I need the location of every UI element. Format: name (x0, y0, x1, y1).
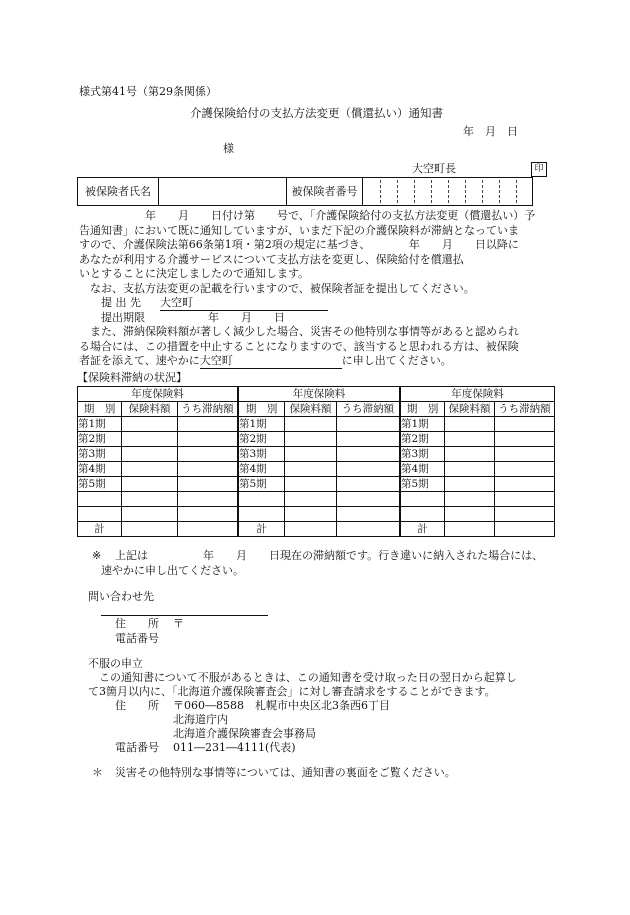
issue-date: 年 月 日 (463, 125, 518, 138)
arrears-table-3 (400, 386, 555, 537)
insured-info-box (77, 177, 533, 206)
col-period: 期 別 (78, 402, 122, 417)
arrears-cell[interactable] (177, 447, 237, 462)
body-line-1: 年 月 日付け第 号で、「介護保険給付の支払方法変更（償還払い）予 (79, 209, 536, 222)
period-label: 第3期 (401, 447, 445, 462)
premium-cell[interactable] (445, 447, 495, 462)
total-premium-cell[interactable] (285, 522, 337, 537)
footer-mark: ＊ (92, 766, 103, 779)
insured-number-field[interactable] (363, 178, 532, 205)
period-label (401, 507, 445, 522)
premium-cell[interactable] (122, 507, 177, 522)
period-label: 第4期 (78, 462, 122, 477)
body2-last-post: に申し出てください。 (341, 354, 452, 367)
period-label: 第5期 (78, 477, 122, 492)
total-premium-cell[interactable] (122, 522, 177, 537)
premium-cell[interactable] (445, 492, 495, 507)
year-header: 年度保険料 (239, 387, 400, 402)
total-arrears-cell[interactable] (336, 522, 399, 537)
body-line-5: いとすることに決定しましたので通知します。 (79, 267, 310, 280)
premium-cell[interactable] (285, 477, 337, 492)
period-label (78, 492, 122, 507)
arrears-cell[interactable] (494, 507, 554, 522)
arrears-cell[interactable] (177, 507, 237, 522)
arrears-cell[interactable] (336, 417, 399, 432)
insured-name-label: 被保険者氏名 (78, 178, 159, 205)
note-line-2: 速やかに申し出てください。 (101, 564, 244, 577)
arrears-cell[interactable] (336, 492, 399, 507)
period-label: 第1期 (401, 417, 445, 432)
appeal-heading: 不服の申立 (88, 657, 143, 670)
period-label (239, 492, 285, 507)
inquiry-address-value: 〒 (173, 617, 184, 630)
arrears-cell[interactable] (177, 417, 237, 432)
premium-cell[interactable] (285, 492, 337, 507)
premium-cell[interactable] (445, 462, 495, 477)
arrears-cell[interactable] (494, 417, 554, 432)
body-line-2: 告通知書」において既に通知していますが、いまだ下記の介護保険料が滞納となっていま (79, 224, 519, 237)
period-label: 第2期 (78, 432, 122, 447)
body2-line-1: また、滞納保険料額が著しく減少した場合、災害その他特別な事情等があると認められ (79, 325, 519, 338)
total-label: 計 (401, 522, 445, 537)
insured-name-field[interactable] (159, 178, 287, 205)
inquiry-address-label: 住 所 (115, 617, 159, 630)
arrears-table-1 (77, 386, 238, 537)
premium-cell[interactable] (445, 432, 495, 447)
premium-cell[interactable] (122, 477, 177, 492)
appeal-line-2: て3箇月以内に、「北海道介護保険審査会」に対し審査請求をすることができます。 (88, 685, 496, 698)
premium-cell[interactable] (445, 507, 495, 522)
premium-cell[interactable] (285, 462, 337, 477)
note-line-1: 上記は 年 月 日現在の滞納額です。行き違いに納入された場合には、 (115, 549, 544, 562)
arrears-cell[interactable] (494, 447, 554, 462)
submit-to-value: 大空町 (160, 296, 328, 311)
arrears-cell[interactable] (336, 462, 399, 477)
arrears-cell[interactable] (494, 462, 554, 477)
total-premium-cell[interactable] (445, 522, 495, 537)
arrears-cell[interactable] (494, 492, 554, 507)
period-label (401, 492, 445, 507)
premium-cell[interactable] (122, 432, 177, 447)
col-arrears: うち滞納額 (494, 402, 554, 417)
submit-to-label: 提 出 先 (101, 296, 141, 309)
arrears-cell[interactable] (177, 492, 237, 507)
premium-cell[interactable] (122, 492, 177, 507)
body2-line-3 (79, 354, 452, 369)
period-label: 第5期 (401, 477, 445, 492)
insured-number-label: 被保険者番号 (287, 178, 363, 205)
premium-cell[interactable] (285, 507, 337, 522)
seal-mark: 印 (531, 162, 547, 177)
arrears-heading: 【保険料滞納の状況】 (77, 371, 187, 384)
inquiry-divider (101, 615, 268, 616)
period-label: 第3期 (78, 447, 122, 462)
period-label (78, 507, 122, 522)
body-line-3: すので、介護保険法第66条第1項・第2項の規定に基づき、 年 月 日以降に (79, 238, 519, 251)
arrears-cell[interactable] (177, 477, 237, 492)
arrears-cell[interactable] (494, 477, 554, 492)
appeal-phone-value: 011―231―4111(代表) (173, 741, 296, 754)
period-label: 第5期 (239, 477, 285, 492)
premium-cell[interactable] (122, 447, 177, 462)
arrears-cell[interactable] (177, 462, 237, 477)
appeal-address-label: 住 所 (115, 699, 159, 712)
body2-last-pre: 者証を添えて、速やかに (79, 354, 200, 367)
col-period: 期 別 (239, 402, 285, 417)
col-premium: 保険料額 (445, 402, 495, 417)
body2-town: 大空町 (200, 354, 342, 369)
premium-cell[interactable] (285, 432, 337, 447)
period-label: 第4期 (401, 462, 445, 477)
issuer-name: 大空町長 (412, 162, 456, 175)
col-arrears: うち滞納額 (177, 402, 237, 417)
appeal-address-line-3: 北海道介護保険審査会事務局 (173, 727, 316, 740)
appeal-line-1: この通知書について不服があるときは、この通知書を受け取った日の翌日から起算し (88, 671, 517, 684)
form-number: 様式第41号（第29条関係） (79, 85, 217, 98)
arrears-cell[interactable] (494, 432, 554, 447)
body-line-6: なお、支払方法変更の記載を行いますので、被保険者証を提出してください。 (79, 282, 475, 295)
addressee-suffix: 様 (223, 142, 234, 155)
appeal-address-line-2: 北海道庁内 (173, 713, 228, 726)
deadline-label: 提出期限 (101, 311, 145, 324)
arrears-table-2 (238, 386, 400, 537)
total-arrears-cell[interactable] (494, 522, 554, 537)
year-header: 年度保険料 (78, 387, 238, 402)
body2-line-2: る場合には、この措置を中止することになりますので、該当すると思われる方は、被保険 (79, 340, 519, 353)
arrears-cell[interactable] (336, 432, 399, 447)
arrears-cell[interactable] (336, 447, 399, 462)
appeal-address-line-1: 〒060―8588 札幌市中央区北3条西6丁目 (173, 699, 390, 712)
period-label (239, 507, 285, 522)
premium-cell[interactable] (445, 477, 495, 492)
total-label: 計 (78, 522, 122, 537)
premium-cell[interactable] (122, 462, 177, 477)
col-premium: 保険料額 (122, 402, 177, 417)
col-period: 期 別 (401, 402, 445, 417)
appeal-phone-label: 電話番号 (115, 741, 159, 754)
document-title: 介護保険給付の支払方法変更（償還払い）通知書 (190, 106, 443, 120)
total-label: 計 (239, 522, 285, 537)
period-label: 第4期 (239, 462, 285, 477)
col-premium: 保険料額 (285, 402, 337, 417)
deadline-value: 年 月 日 (208, 311, 285, 324)
footer-note: 災害その他特別な事情等については、通知書の裏面をご覧ください。 (115, 766, 456, 779)
period-label: 第2期 (401, 432, 445, 447)
arrears-cell[interactable] (177, 432, 237, 447)
body-line-4: あなたが利用する介護サービスについて支払方法を変更し、保険給付を償還払 (79, 253, 464, 266)
period-label: 第1期 (78, 417, 122, 432)
period-label: 第3期 (239, 447, 285, 462)
premium-cell[interactable] (122, 417, 177, 432)
arrears-cell[interactable] (336, 507, 399, 522)
period-label: 第2期 (239, 432, 285, 447)
period-label: 第1期 (239, 417, 285, 432)
premium-cell[interactable] (285, 417, 337, 432)
inquiry-phone-label: 電話番号 (115, 632, 159, 645)
year-header: 年度保険料 (401, 387, 555, 402)
total-arrears-cell[interactable] (177, 522, 237, 537)
premium-cell[interactable] (285, 447, 337, 462)
premium-cell[interactable] (445, 417, 495, 432)
note-mark: ※ (92, 549, 102, 562)
inquiry-heading: 問い合わせ先 (88, 590, 154, 603)
col-arrears: うち滞納額 (336, 402, 399, 417)
arrears-cell[interactable] (336, 477, 399, 492)
